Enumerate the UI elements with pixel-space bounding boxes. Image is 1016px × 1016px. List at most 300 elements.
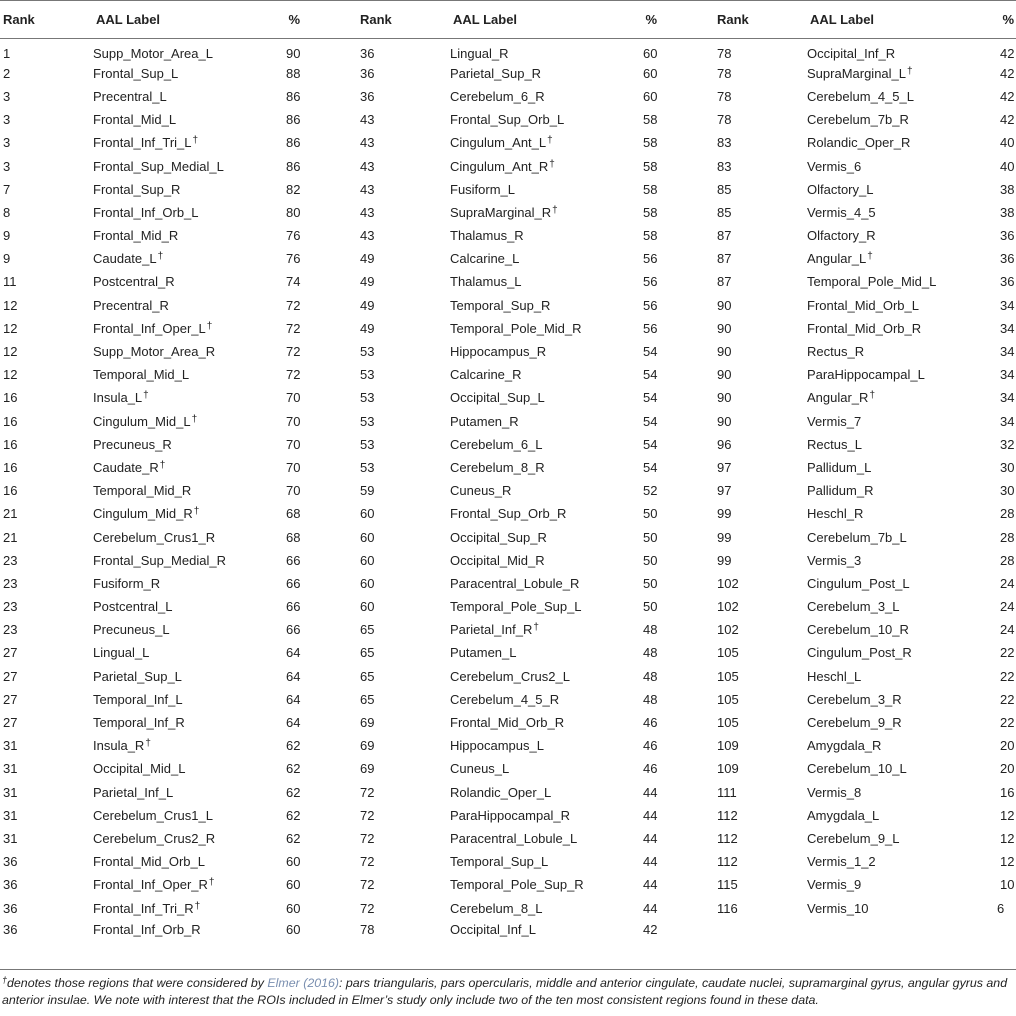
cell-rank: 85	[717, 181, 732, 197]
cell-label: Frontal_Mid_Orb_L	[807, 297, 919, 313]
cell-rank: 53	[360, 436, 375, 452]
cell-rank: 59	[360, 483, 375, 499]
table-row	[0, 85, 1016, 108]
cell-rank: 43	[360, 204, 375, 220]
footnote-reference-link[interactable]: Elmer (2016)	[267, 976, 340, 990]
cell-label: Frontal_Mid_Orb_R	[450, 715, 565, 731]
cell-percent: 72	[286, 297, 301, 313]
cell-percent: 60	[286, 921, 301, 937]
cell-percent: 6	[997, 900, 1005, 916]
dagger-mark: †	[869, 390, 875, 402]
cell-percent: 34	[1000, 413, 1015, 429]
cell-rank: 36	[3, 921, 18, 937]
cell-percent: 60	[643, 65, 658, 81]
cell-percent: 56	[643, 274, 658, 290]
table-row	[0, 850, 1016, 873]
cell-percent: 56	[643, 297, 658, 313]
header-rank-3: Rank	[714, 1, 807, 39]
cell-percent: 22	[1000, 645, 1015, 661]
cell-percent: 60	[286, 854, 301, 870]
cell-label: Heschl_L	[807, 668, 862, 684]
table-row	[0, 247, 1016, 270]
table-row	[0, 224, 1016, 247]
cell-percent: 76	[286, 228, 301, 244]
cell-percent: 28	[1000, 529, 1015, 545]
cell-percent: 76	[286, 251, 301, 267]
dagger-mark: †	[547, 135, 553, 147]
cell-label: Lingual_L	[93, 645, 150, 661]
cell-percent: 82	[286, 181, 301, 197]
cell-rank: 9	[3, 228, 11, 244]
cell-rank: 85	[717, 204, 732, 220]
dagger-mark: †	[907, 65, 913, 77]
cell-rank: 49	[360, 251, 375, 267]
cell-percent: 54	[643, 459, 658, 475]
table-row	[0, 479, 1016, 502]
cell-rank: 72	[360, 807, 375, 823]
cell-rank: 43	[360, 228, 375, 244]
cell-rank: 99	[717, 506, 732, 522]
cell-rank: 36	[3, 900, 18, 916]
cell-label: Occipital_Inf_R	[807, 45, 896, 61]
table-row	[0, 781, 1016, 804]
cell-rank: 23	[3, 575, 18, 591]
cell-rank: 16	[3, 459, 18, 475]
cell-label: Vermis_10	[807, 900, 869, 916]
cell-percent: 68	[286, 529, 301, 545]
footnote-dagger-mark: †	[2, 975, 8, 985]
cell-percent: 48	[643, 668, 658, 684]
cell-percent: 40	[1000, 158, 1015, 174]
cell-percent: 56	[643, 251, 658, 267]
cell-rank: 16	[3, 483, 18, 499]
cell-rank: 109	[717, 738, 739, 754]
cell-label: Paracentral_Lobule_R	[450, 575, 580, 591]
cell-label: Occipital_Mid_L	[93, 761, 186, 777]
cell-rank: 36	[3, 854, 18, 870]
cell-rank: 60	[360, 529, 375, 545]
cell-rank: 96	[717, 436, 732, 452]
cell-label: Cingulum_Mid_R†	[93, 506, 200, 522]
cell-label: Pallidum_R	[807, 483, 874, 499]
table-row	[0, 827, 1016, 850]
cell-rank: 90	[717, 297, 732, 313]
cell-percent: 54	[643, 367, 658, 383]
cell-percent: 50	[643, 599, 658, 615]
cell-percent: 70	[286, 436, 301, 452]
cell-label: Amygdala_R	[807, 738, 882, 754]
cell-label: Frontal_Inf_Orb_R	[93, 921, 201, 937]
cell-percent: 58	[643, 158, 658, 174]
header-rank-1: Rank	[0, 1, 93, 39]
cell-label: Cerebelum_3_R	[807, 691, 902, 707]
table-row	[0, 665, 1016, 688]
cell-percent: 42	[643, 921, 658, 937]
cell-rank: 27	[3, 668, 18, 684]
dagger-mark: †	[194, 900, 201, 912]
cell-percent: 46	[643, 761, 658, 777]
header-label-1: AAL Label	[93, 1, 283, 39]
cell-label: ParaHippocampal_R	[450, 807, 570, 823]
cell-rank: 105	[717, 645, 739, 661]
cell-rank: 43	[360, 158, 375, 174]
header-percent-3: %	[997, 1, 1016, 39]
cell-label: Vermis_4_5	[807, 204, 876, 220]
cell-percent: 48	[643, 691, 658, 707]
cell-percent: 62	[286, 807, 301, 823]
cell-percent: 64	[286, 691, 301, 707]
cell-percent: 70	[286, 390, 301, 406]
cell-percent: 60	[286, 877, 301, 893]
cell-label: Cerebelum_4_5_L	[807, 88, 914, 104]
cell-label: Cerebelum_6_L	[450, 436, 543, 452]
table-row	[0, 711, 1016, 734]
cell-percent: 22	[1000, 715, 1015, 731]
cell-percent: 54	[643, 344, 658, 360]
cell-rank: 115	[717, 877, 738, 893]
table-row	[0, 896, 1016, 919]
cell-percent: 46	[643, 738, 658, 754]
cell-label: Cingulum_Post_L	[807, 575, 910, 591]
cell-percent: 58	[643, 135, 658, 151]
cell-rank: 23	[3, 599, 18, 615]
cell-label: Paracentral_Lobule_L	[450, 830, 578, 846]
cell-label: Frontal_Mid_L	[93, 112, 177, 128]
table-row	[0, 502, 1016, 525]
cell-rank: 105	[717, 668, 739, 684]
cell-label: Putamen_R	[450, 413, 519, 429]
cell-rank: 102	[717, 575, 739, 591]
cell-percent: 44	[643, 900, 658, 916]
cell-percent: 28	[1000, 506, 1015, 522]
cell-rank: 65	[360, 645, 375, 661]
cell-percent: 64	[286, 715, 301, 731]
table-row	[0, 108, 1016, 131]
cell-percent: 38	[1000, 204, 1015, 220]
table-row	[0, 804, 1016, 827]
cell-percent: 20	[1000, 738, 1015, 754]
cell-rank: 23	[3, 552, 18, 568]
cell-label: Precuneus_R	[93, 436, 172, 452]
table-row	[0, 641, 1016, 664]
cell-rank: 49	[360, 297, 375, 313]
cell-label: Temporal_Mid_R	[93, 483, 192, 499]
cell-percent: 36	[1000, 251, 1015, 267]
cell-percent: 58	[643, 112, 658, 128]
cell-label: Occipital_Sup_L	[450, 390, 545, 406]
cell-rank: 90	[717, 320, 732, 336]
cell-rank: 3	[3, 158, 11, 174]
cell-percent: 34	[1000, 367, 1015, 383]
cell-rank: 21	[3, 529, 18, 545]
cell-rank: 16	[3, 390, 18, 406]
cell-label: Parietal_Sup_L	[93, 668, 182, 684]
table-row	[0, 294, 1016, 317]
cell-rank: 16	[3, 413, 18, 429]
cell-rank: 43	[360, 112, 375, 128]
cell-percent: 72	[286, 320, 301, 336]
cell-percent: 44	[643, 830, 658, 846]
cell-rank: 12	[3, 344, 18, 360]
cell-label: Olfactory_L	[807, 181, 874, 197]
cell-label: Cuneus_R	[450, 483, 512, 499]
cell-percent: 24	[1000, 599, 1015, 615]
cell-percent: 16	[1000, 784, 1015, 800]
cell-rank: 36	[360, 88, 375, 104]
cell-percent: 34	[1000, 344, 1015, 360]
cell-label: Cerebelum_6_R	[450, 88, 545, 104]
cell-label: Fusiform_L	[450, 181, 516, 197]
cell-percent: 22	[1000, 691, 1015, 707]
cell-label: Frontal_Inf_Oper_R†	[93, 877, 215, 893]
cell-rank: 31	[3, 830, 18, 846]
footnote-lead: denotes those regions that were considered by	[7, 976, 268, 990]
cell-percent: 70	[286, 413, 301, 429]
cell-label: Temporal_Inf_L	[93, 691, 183, 707]
cell-percent: 44	[643, 807, 658, 823]
cell-rank: 78	[717, 112, 732, 128]
cell-rank: 102	[717, 622, 739, 638]
cell-rank: 72	[360, 877, 375, 893]
cell-percent: 28	[1000, 552, 1015, 568]
cell-rank: 53	[360, 367, 375, 383]
cell-percent: 48	[643, 622, 658, 638]
cell-label: Temporal_Pole_Sup_R	[450, 877, 584, 893]
cell-label: Calcarine_L	[450, 251, 520, 267]
cell-percent: 22	[1000, 668, 1015, 684]
cell-label: Hippocampus_L	[450, 738, 544, 754]
cell-percent: 34	[1000, 320, 1015, 336]
cell-label: Vermis_3	[807, 552, 862, 568]
cell-percent: 12	[1000, 807, 1015, 823]
cell-rank: 72	[360, 830, 375, 846]
cell-label: Cerebelum_8_L	[450, 900, 543, 916]
cell-rank: 99	[717, 552, 732, 568]
cell-percent: 50	[643, 552, 658, 568]
cell-percent: 32	[1000, 436, 1015, 452]
cell-rank: 60	[360, 575, 375, 591]
cell-rank: 116	[717, 900, 738, 916]
cell-label: Temporal_Pole_Mid_R	[450, 320, 582, 336]
cell-label: Parietal_Inf_L	[93, 784, 174, 800]
cell-label: Occipital_Mid_R	[450, 552, 545, 568]
cell-label: Frontal_Sup_Orb_R	[450, 506, 567, 522]
cell-label: Cerebelum_10_R	[807, 622, 909, 638]
cell-rank: 53	[360, 344, 375, 360]
cell-label: Cuneus_L	[450, 761, 510, 777]
cell-label: Angular_R†	[807, 390, 875, 406]
cell-rank: 78	[717, 88, 732, 104]
cell-rank: 16	[3, 436, 18, 452]
cell-rank: 3	[3, 112, 11, 128]
table-row	[0, 873, 1016, 896]
cell-percent: 56	[643, 320, 658, 336]
cell-label: Postcentral_R	[93, 274, 175, 290]
cell-label: Temporal_Sup_R	[450, 297, 551, 313]
cell-rank: 69	[360, 761, 375, 777]
dagger-mark: †	[143, 390, 149, 402]
cell-rank: 31	[3, 761, 18, 777]
cell-rank: 65	[360, 668, 375, 684]
cell-rank: 21	[3, 506, 18, 522]
cell-percent: 60	[643, 88, 658, 104]
cell-percent: 12	[1000, 854, 1015, 870]
cell-label: Vermis_6	[807, 158, 862, 174]
table-row	[0, 688, 1016, 711]
cell-rank: 43	[360, 135, 375, 151]
cell-label: Caudate_R†	[93, 459, 166, 475]
cell-label: Vermis_8	[807, 784, 862, 800]
cell-rank: 97	[717, 483, 732, 499]
cell-percent: 20	[1000, 761, 1015, 777]
cell-percent: 64	[286, 645, 301, 661]
table-row	[0, 154, 1016, 177]
cell-percent: 86	[286, 112, 301, 128]
table-row	[0, 340, 1016, 363]
cell-rank: 43	[360, 181, 375, 197]
cell-rank: 31	[3, 807, 18, 823]
cell-percent: 62	[286, 784, 301, 800]
cell-rank: 7	[3, 181, 11, 197]
cell-label: Lingual_R	[450, 45, 509, 61]
table-row	[0, 549, 1016, 572]
cell-label: Frontal_Mid_R	[93, 228, 179, 244]
cell-rank: 12	[3, 320, 18, 336]
footnote-text: : pars triangularis, pars opercularis, middle and anterior cingulate, caudate nuclei, supramarginal gyrus, angular gyrus and anterior insulae. We note with interest that the ROIs included in Elmer’s study only include two of the ten most consistent regions found in these data.	[2, 976, 1008, 1007]
cell-label: Rolandic_Oper_R	[807, 135, 911, 151]
cell-label: Cerebelum_9_L	[807, 830, 900, 846]
cell-label: Frontal_Sup_R	[93, 181, 181, 197]
cell-percent: 64	[286, 668, 301, 684]
cell-percent: 62	[286, 830, 301, 846]
cell-percent: 70	[286, 483, 301, 499]
cell-label: Cerebelum_7b_L	[807, 529, 907, 545]
table-row	[0, 317, 1016, 340]
cell-percent: 42	[1000, 45, 1015, 61]
dagger-mark: †	[193, 506, 200, 518]
cell-label: Cerebelum_Crus2_L	[450, 668, 570, 684]
cell-percent: 54	[643, 436, 658, 452]
cell-rank: 36	[3, 877, 18, 893]
cell-label: Vermis_7	[807, 413, 862, 429]
cell-percent: 30	[1000, 459, 1015, 475]
cell-rank: 87	[717, 274, 732, 290]
cell-label: Occipital_Sup_R	[450, 529, 547, 545]
cell-rank: 8	[3, 204, 11, 220]
cell-rank: 2	[3, 65, 11, 81]
cell-label: Cingulum_Mid_L†	[93, 413, 198, 429]
cell-percent: 36	[1000, 274, 1015, 290]
cell-label: Cingulum_Ant_R†	[450, 158, 555, 174]
cell-label: Vermis_9	[807, 877, 862, 893]
table-row	[0, 131, 1016, 154]
table-row	[0, 572, 1016, 595]
cell-percent: 62	[286, 761, 301, 777]
cell-percent: 86	[286, 158, 301, 174]
cell-rank: 60	[360, 552, 375, 568]
cell-rank: 105	[717, 715, 739, 731]
cell-label: Frontal_Mid_Orb_L	[93, 854, 205, 870]
cell-label: Temporal_Pole_Mid_L	[807, 274, 937, 290]
cell-label: Postcentral_L	[93, 599, 173, 615]
cell-rank: 69	[360, 738, 375, 754]
cell-rank: 97	[717, 459, 732, 475]
cell-rank: 78	[360, 921, 375, 937]
cell-percent: 36	[1000, 228, 1015, 244]
cell-percent: 66	[286, 622, 301, 638]
header-label-2: AAL Label	[450, 1, 640, 39]
cell-rank: 49	[360, 274, 375, 290]
cell-percent: 48	[643, 645, 658, 661]
cell-percent	[997, 920, 1016, 943]
cell-label: Cerebelum_Crus1_R	[93, 529, 216, 545]
cell-label: Calcarine_R	[450, 367, 522, 383]
cell-label: Vermis_1_2	[807, 854, 876, 870]
cell-label: Angular_L†	[807, 251, 873, 267]
dagger-mark: †	[206, 320, 213, 332]
dagger-mark: †	[145, 738, 151, 750]
header-rank-2: Rank	[357, 1, 450, 39]
table-row	[0, 39, 1016, 62]
cell-label: Cerebelum_4_5_R	[450, 691, 560, 707]
cell-label: Cerebelum_Crus1_L	[93, 807, 213, 823]
cell-rank: 72	[360, 900, 375, 916]
cell-rank: 31	[3, 784, 18, 800]
cell-label: Thalamus_L	[450, 274, 522, 290]
table-row	[0, 734, 1016, 757]
cell-rank: 90	[717, 413, 732, 429]
cell-label: Occipital_Inf_L	[450, 921, 536, 937]
dagger-mark: †	[867, 251, 873, 263]
cell-rank: 105	[717, 691, 739, 707]
cell-percent: 42	[1000, 112, 1015, 128]
cell-label: Frontal_Inf_Tri_R†	[93, 900, 201, 916]
table-row	[0, 920, 1016, 943]
dagger-mark: †	[192, 135, 199, 147]
cell-rank: 99	[717, 529, 732, 545]
cell-rank: 27	[3, 645, 18, 661]
cell-percent: 72	[286, 367, 301, 383]
cell-percent: 38	[1000, 181, 1015, 197]
cell-percent: 46	[643, 715, 658, 731]
cell-percent: 88	[286, 65, 301, 81]
cell-rank: 69	[360, 715, 375, 731]
cell-percent: 58	[643, 204, 658, 220]
table-row	[0, 525, 1016, 548]
cell-label: Olfactory_R	[807, 228, 876, 244]
cell-label: Fusiform_R	[93, 575, 161, 591]
cell-rank: 11	[3, 274, 17, 290]
cell-percent: 50	[643, 506, 658, 522]
cell-label: Cerebelum_8_R	[450, 459, 545, 475]
cell-rank: 53	[360, 390, 375, 406]
cell-percent: 66	[286, 575, 301, 591]
table-row	[0, 757, 1016, 780]
cell-label: Supp_Motor_Area_R	[93, 344, 216, 360]
cell-rank: 112	[717, 830, 738, 846]
cell-percent: 50	[643, 575, 658, 591]
cell-rank: 112	[717, 807, 738, 823]
cell-rank: 27	[3, 691, 18, 707]
cell-percent: 60	[643, 45, 658, 61]
cell-label: Rectus_R	[807, 344, 865, 360]
cell-rank: 3	[3, 88, 11, 104]
cell-label: Cerebelum_9_R	[807, 715, 902, 731]
cell-percent: 72	[286, 344, 301, 360]
cell-percent: 10	[1000, 877, 1015, 893]
cell-rank: 27	[3, 715, 18, 731]
cell-label: Precentral_R	[93, 297, 169, 313]
